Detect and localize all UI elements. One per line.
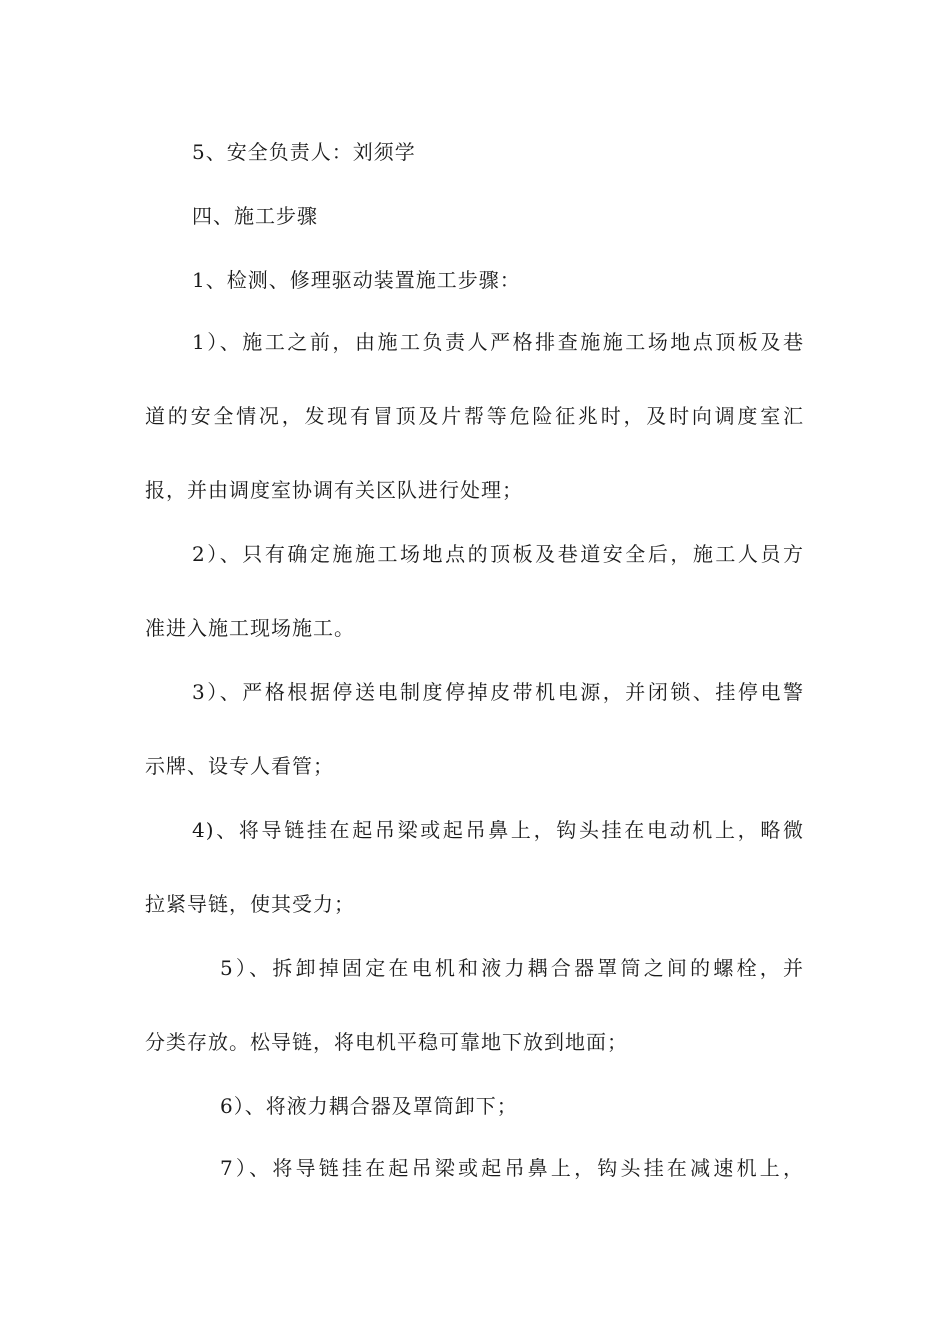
paragraph-line: 4)、将导链挂在起吊梁或起吊鼻上，钩头挂在电动机上，略微 [192, 818, 804, 842]
paragraph-line: 分类存放。松导链，将电机平稳可靠地下放到地面； [145, 1030, 628, 1054]
paragraph-line: 3）、严格根据停送电制度停掉皮带机电源，并闭锁、挂停电警 [192, 680, 804, 704]
paragraph-line: 1）、施工之前，由施工负责人严格排查施施工场地点顶板及巷 [192, 330, 804, 354]
paragraph-line: 6）、将液力耦合器及罩筒卸下； [220, 1094, 518, 1118]
paragraph-line: 2）、只有确定施施工场地点的顶板及巷道安全后，施工人员方 [192, 542, 804, 566]
paragraph-line: 示牌、设专人看管； [145, 754, 334, 778]
subsection-heading-drive-repair: 1、检测、修理驱动装置施工步骤： [192, 268, 521, 292]
safety-officer-line: 5、安全负责人：刘须学 [192, 140, 416, 164]
paragraph-line: 道的安全情况，发现有冒顶及片帮等危险征兆时，及时向调度室汇 [145, 404, 804, 428]
paragraph-line: 7）、将导链挂在起吊梁或起吊鼻上，钩头挂在减速机上， [220, 1156, 804, 1180]
paragraph-line: 准进入施工现场施工。 [145, 616, 355, 640]
paragraph-line: 5）、拆卸掉固定在电机和液力耦合器罩筒之间的螺栓，并 [220, 956, 804, 980]
paragraph-line: 拉紧导链，使其受力； [145, 892, 355, 916]
paragraph-line: 报，并由调度室协调有关区队进行处理； [145, 478, 523, 502]
section-heading-construction-steps: 四、施工步骤 [192, 204, 318, 228]
